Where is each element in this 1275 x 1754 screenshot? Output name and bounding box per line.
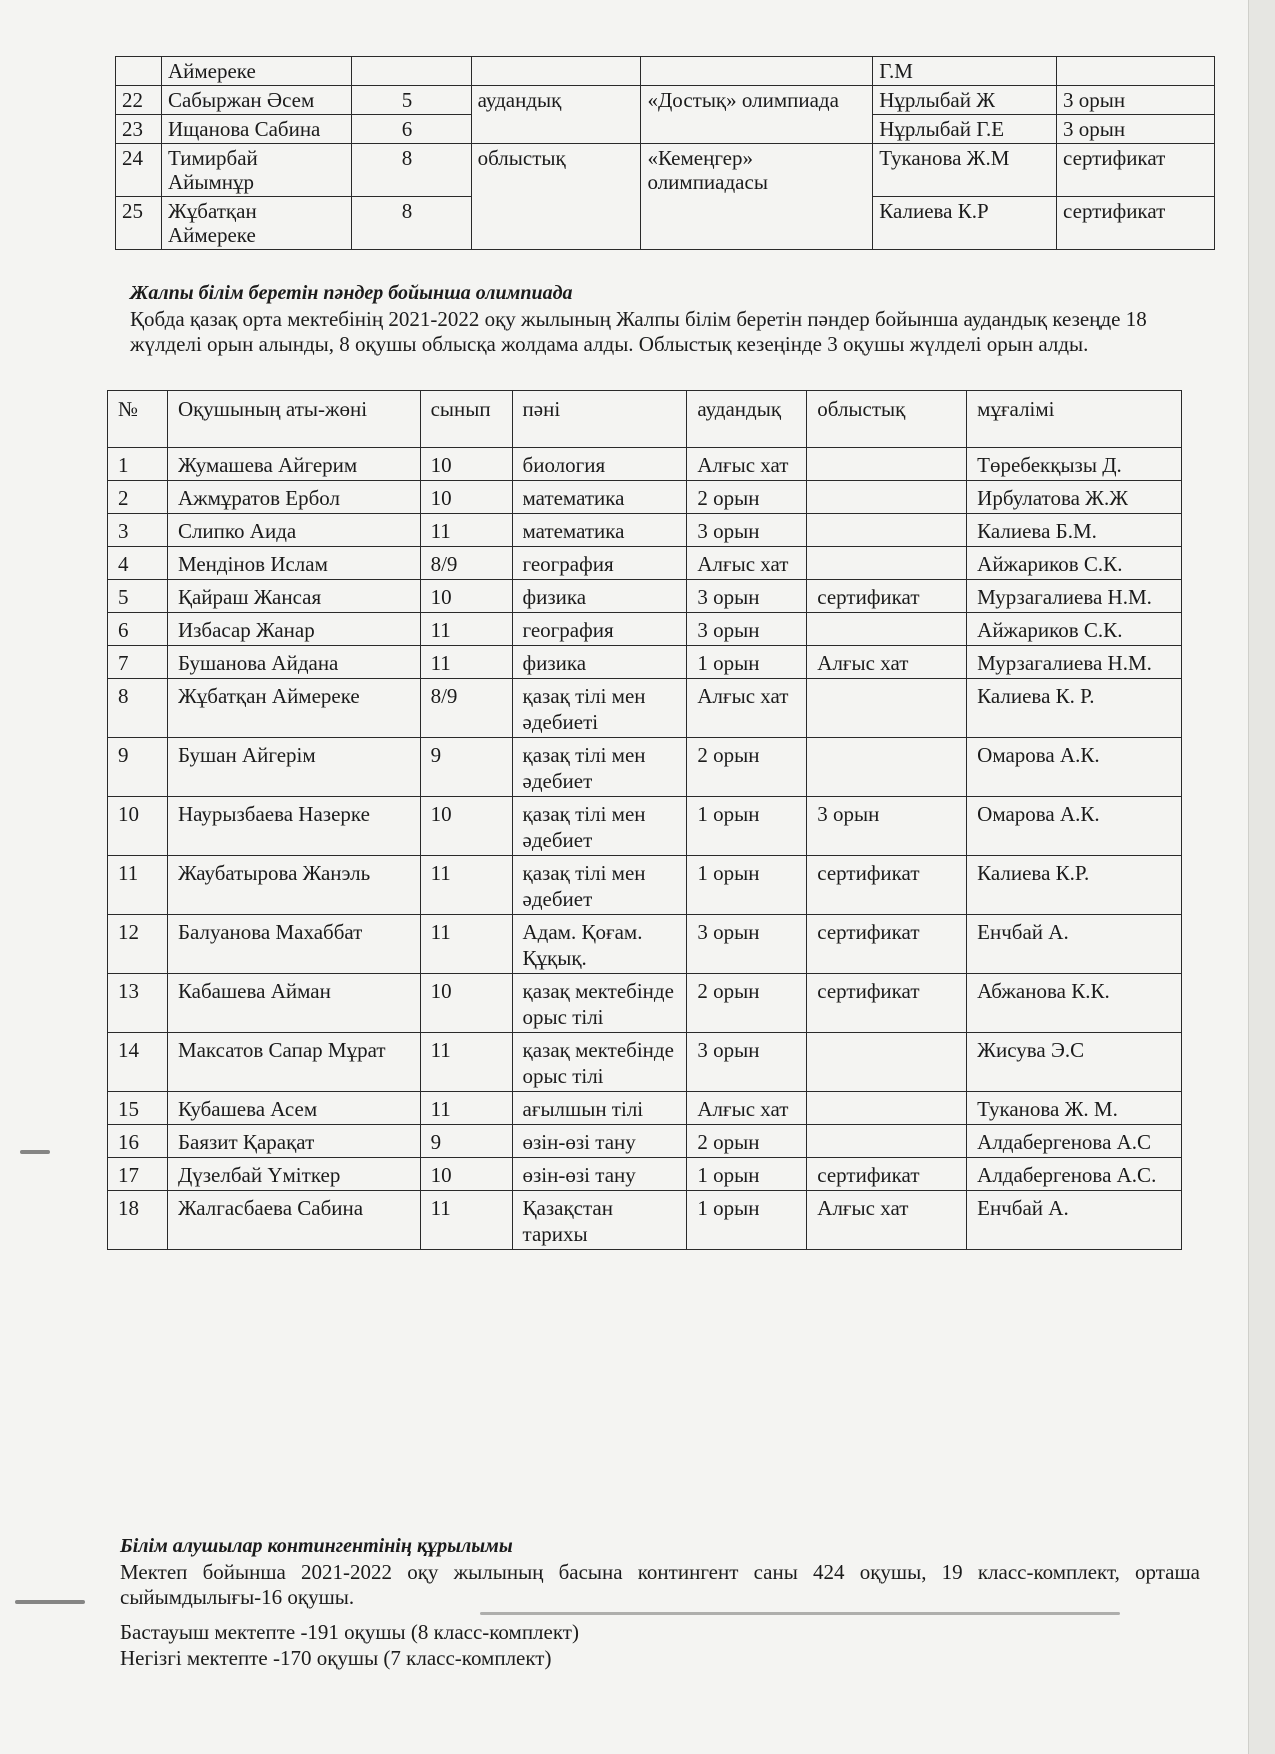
cell-subject: биология xyxy=(512,448,687,481)
cell-subject: қазақ тілі мен әдебиет xyxy=(512,797,687,856)
cell-teacher: Нұрлыбай Г.Е xyxy=(873,115,1057,144)
table-row xyxy=(116,144,1215,197)
cell-no: 16 xyxy=(108,1125,168,1158)
cell-name: Кубашева Асем xyxy=(167,1092,420,1125)
table-row xyxy=(108,1158,1182,1191)
cell-no: 24 xyxy=(116,144,162,197)
table-row xyxy=(108,856,1182,915)
cell-teacher: Калиева Б.М. xyxy=(967,514,1182,547)
cell-grade: 10 xyxy=(420,797,512,856)
cell-teacher: Енчбай А. xyxy=(967,1191,1182,1250)
cell-result: 3 орын xyxy=(1057,86,1215,115)
cell-grade: 11 xyxy=(420,514,512,547)
cell-grade: 11 xyxy=(420,1033,512,1092)
scan-mark xyxy=(20,1150,50,1154)
cell-level: аудандық xyxy=(471,86,641,144)
cell-grade: 11 xyxy=(420,1092,512,1125)
cell-region: Алғыс хат xyxy=(807,646,967,679)
cell-name: Избасар Жанар xyxy=(167,613,420,646)
cell-no: 8 xyxy=(108,679,168,738)
table-row xyxy=(108,1033,1182,1092)
cell-grade: 10 xyxy=(420,580,512,613)
cell-region xyxy=(807,738,967,797)
cell-subject: география xyxy=(512,613,687,646)
header-subject: пәні xyxy=(512,391,687,448)
cell-name: Дүзелбай Үміткер xyxy=(167,1158,420,1191)
cell-event: «Кемеңгер» олимпиадасы xyxy=(641,144,873,250)
cell-teacher: Калиева К.Р. xyxy=(967,856,1182,915)
cell-district: Алғыс хат xyxy=(687,547,807,580)
cell-name: Кабашева Айман xyxy=(167,974,420,1033)
cell-no: 1 xyxy=(108,448,168,481)
table-header-row xyxy=(108,391,1182,448)
cell-subject: математика xyxy=(512,481,687,514)
cell-no: 14 xyxy=(108,1033,168,1092)
cell-region: сертификат xyxy=(807,974,967,1033)
section-heading-contingent: Білім алушылар контингентінің құрылымы xyxy=(120,1535,513,1557)
cell-teacher: Абжанова К.К. xyxy=(967,974,1182,1033)
cell-region xyxy=(807,679,967,738)
cell-subject: Қазақстан тарихы xyxy=(512,1191,687,1250)
cell-no: 5 xyxy=(108,580,168,613)
cell-subject: ағылшын тілі xyxy=(512,1092,687,1125)
cell-level xyxy=(471,57,641,86)
cell-teacher: Омарова А.К. xyxy=(967,738,1182,797)
cell-no: 18 xyxy=(108,1191,168,1250)
cell-region xyxy=(807,481,967,514)
cell-subject: қазақ мектебінде орыс тілі xyxy=(512,974,687,1033)
header-teacher: мұғалімі xyxy=(967,391,1182,448)
cell-no: 2 xyxy=(108,481,168,514)
cell-district: Алғыс хат xyxy=(687,448,807,481)
cell-no xyxy=(116,57,162,86)
cell-region xyxy=(807,547,967,580)
cell-name: Ищанова Сабина xyxy=(161,115,351,144)
olympiad-summary-paragraph: Қобда қазақ орта мектебінің 2021-2022 оқу жылының Жалпы білім беретін пәндер бойынша аудандық кезеңде 18 жүлделі орын алынды, 8 оқушы облысқа жолдама алды. Облыстық кезеңінде 3 оқушы жүлделі орын алды. xyxy=(130,307,1147,356)
cell-no: 25 xyxy=(116,197,162,250)
cell-name: Мендінов Ислам xyxy=(167,547,420,580)
olympiad-results-table xyxy=(107,390,1182,1250)
cell-region: сертификат xyxy=(807,915,967,974)
cell-district: 1 орын xyxy=(687,1158,807,1191)
cell-grade: 8 xyxy=(351,144,471,197)
cell-grade: 5 xyxy=(351,86,471,115)
cell-district: 3 орын xyxy=(687,1033,807,1092)
cell-result: 3 орын xyxy=(1057,115,1215,144)
cell-teacher: Калиева К. Р. xyxy=(967,679,1182,738)
cell-teacher: Туканова Ж. М. xyxy=(967,1092,1182,1125)
cell-region: Алғыс хат xyxy=(807,1191,967,1250)
cell-region: сертификат xyxy=(807,856,967,915)
cell-subject: физика xyxy=(512,580,687,613)
cell-district: 2 орын xyxy=(687,738,807,797)
cell-district: 1 орын xyxy=(687,646,807,679)
cell-no: 22 xyxy=(116,86,162,115)
cell-subject: география xyxy=(512,547,687,580)
cell-teacher: Төребекқызы Д. xyxy=(967,448,1182,481)
cell-grade: 11 xyxy=(420,613,512,646)
cell-grade: 6 xyxy=(351,115,471,144)
cell-district: 2 орын xyxy=(687,974,807,1033)
cell-grade: 10 xyxy=(420,974,512,1033)
cell-grade: 9 xyxy=(420,738,512,797)
cell-grade: 11 xyxy=(420,1191,512,1250)
cell-name: Жалгасбаева Сабина xyxy=(167,1191,420,1250)
header-district: аудандық xyxy=(687,391,807,448)
table-row xyxy=(108,514,1182,547)
cell-district: 3 орын xyxy=(687,915,807,974)
cell-grade: 10 xyxy=(420,448,512,481)
cell-district: 2 орын xyxy=(687,1125,807,1158)
cell-name: Аймереке xyxy=(161,57,351,86)
cell-grade: 8 xyxy=(351,197,471,250)
cell-no: 3 xyxy=(108,514,168,547)
table-row xyxy=(108,738,1182,797)
cell-teacher: Нұрлыбай Ж xyxy=(873,86,1057,115)
cell-grade: 11 xyxy=(420,915,512,974)
table-row xyxy=(108,974,1182,1033)
cell-teacher: Мурзагалиева Н.М. xyxy=(967,580,1182,613)
table-row xyxy=(108,915,1182,974)
contingent-paragraph: Мектеп бойынша 2021-2022 оқу жылының басына контингент саны 424 оқушы, 19 класс-комплект, орташа сыйымдылығы-16 оқушы. xyxy=(120,1560,1200,1609)
table-row xyxy=(108,1092,1182,1125)
cell-no: 10 xyxy=(108,797,168,856)
cell-no: 9 xyxy=(108,738,168,797)
cell-event xyxy=(641,57,873,86)
cell-name: Жұбатқан Аймереке xyxy=(161,197,351,250)
cell-subject: физика xyxy=(512,646,687,679)
cell-teacher: Алдабергенова А.С. xyxy=(967,1158,1182,1191)
table-row xyxy=(108,1191,1182,1250)
cell-region xyxy=(807,514,967,547)
cell-no: 4 xyxy=(108,547,168,580)
cell-name: Жумашева Айгерим xyxy=(167,448,420,481)
cell-teacher: Мурзагалиева Н.М. xyxy=(967,646,1182,679)
cell-name: Слипко Аида xyxy=(167,514,420,547)
cell-teacher: Алдабергенова А.С xyxy=(967,1125,1182,1158)
cell-name: Ажмұратов Ербол xyxy=(167,481,420,514)
cell-district: Алғыс хат xyxy=(687,1092,807,1125)
cell-region: сертификат xyxy=(807,580,967,613)
page-edge xyxy=(1248,0,1275,1754)
scan-mark xyxy=(15,1600,85,1604)
cell-district: 3 орын xyxy=(687,514,807,547)
cell-result: сертификат xyxy=(1057,197,1215,250)
cell-region xyxy=(807,1033,967,1092)
cell-region xyxy=(807,1125,967,1158)
cell-name: Бушанова Айдана xyxy=(167,646,420,679)
table-row xyxy=(108,1125,1182,1158)
cell-subject: өзін-өзі тану xyxy=(512,1158,687,1191)
cell-district: 1 орын xyxy=(687,1191,807,1250)
cell-subject: өзін-өзі тану xyxy=(512,1125,687,1158)
cell-no: 6 xyxy=(108,613,168,646)
olympiad-continuation-table xyxy=(115,56,1215,250)
table-row xyxy=(116,86,1215,115)
cell-name: Қайраш Жансая xyxy=(167,580,420,613)
cell-grade: 10 xyxy=(420,1158,512,1191)
cell-district: Алғыс хат xyxy=(687,679,807,738)
cell-name: Максатов Сапар Мұрат xyxy=(167,1033,420,1092)
cell-district: 3 орын xyxy=(687,613,807,646)
cell-subject: Адам. Қоғам. Құқық. xyxy=(512,915,687,974)
cell-teacher: Айжариков С.К. xyxy=(967,547,1182,580)
cell-grade: 8/9 xyxy=(420,547,512,580)
header-no: № xyxy=(108,391,168,448)
cell-name: Жұбатқан Аймереке xyxy=(167,679,420,738)
cell-grade: 11 xyxy=(420,646,512,679)
cell-event: «Достық» олимпиада xyxy=(641,86,873,144)
cell-region xyxy=(807,448,967,481)
cell-result xyxy=(1057,57,1215,86)
basic-school-line: Негізгі мектепте -170 оқушы (7 класс-комплект) xyxy=(120,1646,552,1670)
cell-district: 1 орын xyxy=(687,856,807,915)
cell-no: 13 xyxy=(108,974,168,1033)
cell-no: 7 xyxy=(108,646,168,679)
cell-teacher: Ирбулатова Ж.Ж xyxy=(967,481,1182,514)
cell-teacher: Жисува Э.С xyxy=(967,1033,1182,1092)
cell-no: 12 xyxy=(108,915,168,974)
cell-result: сертификат xyxy=(1057,144,1215,197)
cell-no: 15 xyxy=(108,1092,168,1125)
table-row xyxy=(108,646,1182,679)
cell-district: 3 орын xyxy=(687,580,807,613)
cell-no: 17 xyxy=(108,1158,168,1191)
cell-subject: математика xyxy=(512,514,687,547)
cell-teacher: Омарова А.К. xyxy=(967,797,1182,856)
cell-teacher: Енчбай А. xyxy=(967,915,1182,974)
cell-teacher: Туканова Ж.М xyxy=(873,144,1057,197)
cell-name: Баязит Қарақат xyxy=(167,1125,420,1158)
cell-grade: 8/9 xyxy=(420,679,512,738)
cell-region xyxy=(807,1092,967,1125)
cell-name: Сабыржан Әсем xyxy=(161,86,351,115)
cell-teacher: Айжариков С.К. xyxy=(967,613,1182,646)
table-row xyxy=(108,679,1182,738)
scan-mark xyxy=(480,1612,1120,1615)
cell-name: Жаубатырова Жанэль xyxy=(167,856,420,915)
cell-level: облыстық xyxy=(471,144,641,250)
cell-region xyxy=(807,613,967,646)
section-heading-olympiad: Жалпы білім беретін пәндер бойынша олимпиада xyxy=(130,282,573,304)
cell-region: сертификат xyxy=(807,1158,967,1191)
cell-subject: қазақ тілі мен әдебиеті xyxy=(512,679,687,738)
cell-subject: қазақ тілі мен әдебиет xyxy=(512,856,687,915)
cell-subject: қазақ мектебінде орыс тілі xyxy=(512,1033,687,1092)
cell-name: Балуанова Махаббат xyxy=(167,915,420,974)
header-name: Оқушының аты-жөні xyxy=(167,391,420,448)
cell-no: 23 xyxy=(116,115,162,144)
table-row xyxy=(108,580,1182,613)
cell-grade: 9 xyxy=(420,1125,512,1158)
table-row xyxy=(108,448,1182,481)
cell-teacher: Калиева К.Р xyxy=(873,197,1057,250)
cell-subject: қазақ тілі мен әдебиет xyxy=(512,738,687,797)
table-row xyxy=(108,797,1182,856)
table-row xyxy=(108,613,1182,646)
cell-district: 1 орын xyxy=(687,797,807,856)
cell-name: Тимирбай Айымнұр xyxy=(161,144,351,197)
table-row xyxy=(116,57,1215,86)
cell-name: Бушан Айгерім xyxy=(167,738,420,797)
cell-grade: 11 xyxy=(420,856,512,915)
cell-region: 3 орын xyxy=(807,797,967,856)
header-region: облыстық xyxy=(807,391,967,448)
table-row xyxy=(108,481,1182,514)
cell-grade: 10 xyxy=(420,481,512,514)
table-row xyxy=(108,547,1182,580)
cell-name: Наурызбаева Назерке xyxy=(167,797,420,856)
header-grade: сынып xyxy=(420,391,512,448)
cell-no: 11 xyxy=(108,856,168,915)
primary-school-line: Бастауыш мектепте -191 оқушы (8 класс-комплект) xyxy=(120,1620,579,1644)
cell-grade xyxy=(351,57,471,86)
cell-teacher: Г.М xyxy=(873,57,1057,86)
cell-district: 2 орын xyxy=(687,481,807,514)
